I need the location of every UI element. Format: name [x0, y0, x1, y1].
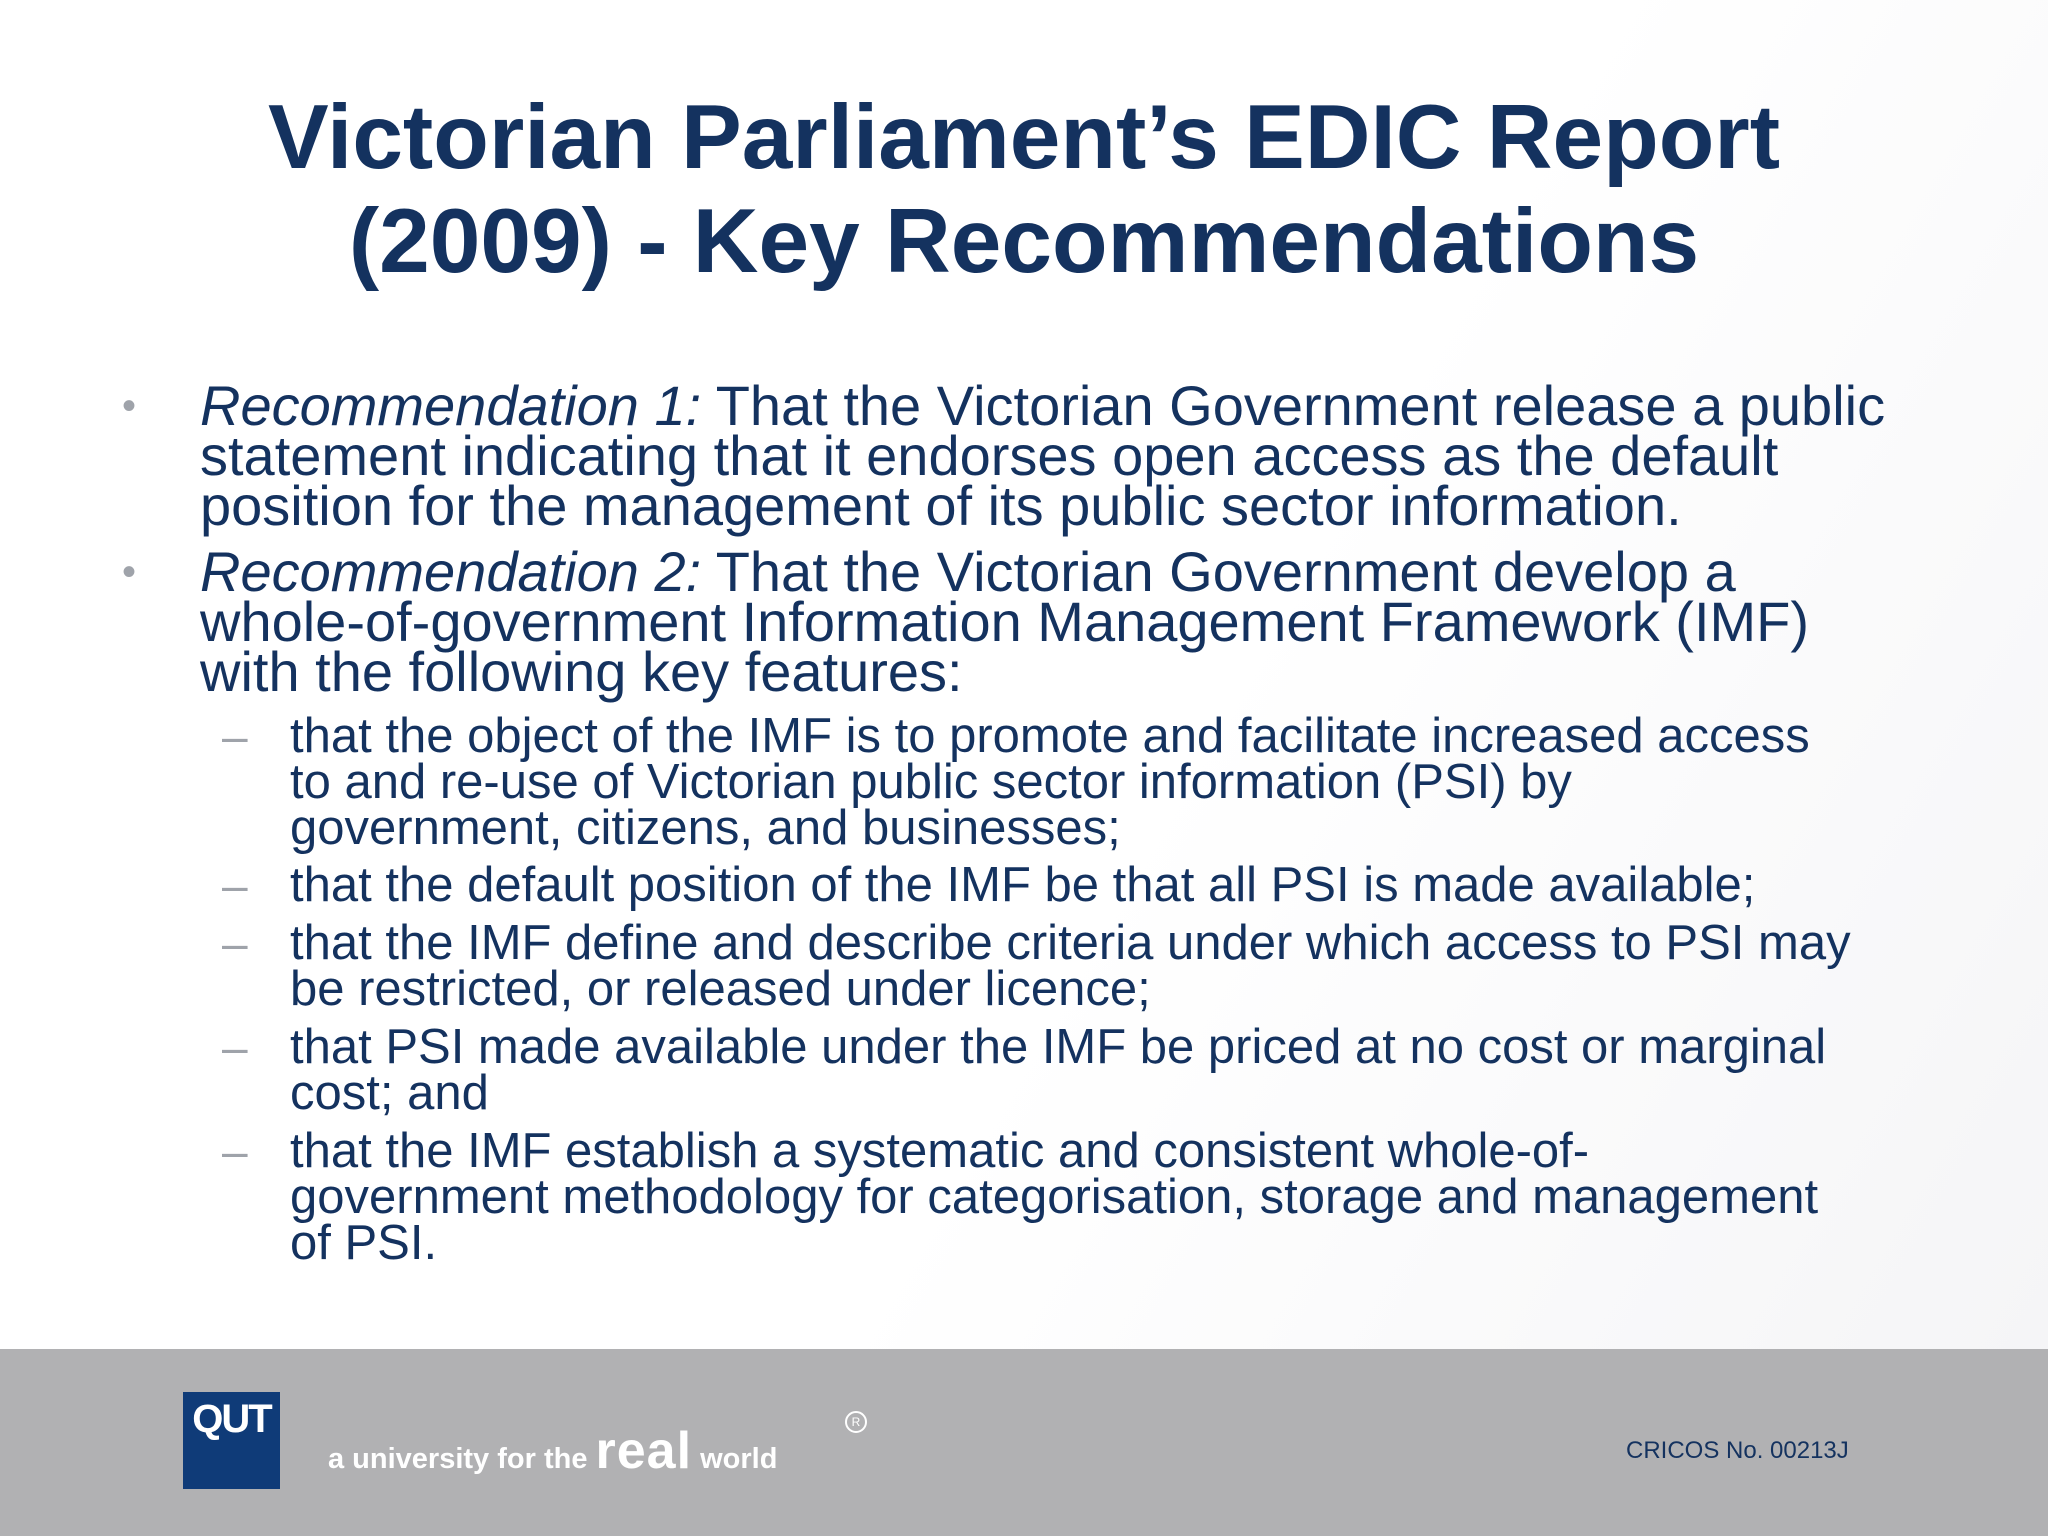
sub-bullet-line: that PSI made available under the IMF be priced at no cost or marginal	[290, 1020, 1827, 1074]
dash-marker: –	[222, 1125, 248, 1177]
footer-bar	[0, 1349, 2048, 1536]
bullet-line: position for the management of its public sector information.	[200, 474, 1682, 537]
sub-bullet-line: government methodology for categorisation, storage and management	[290, 1170, 1819, 1224]
dash-marker: –	[222, 1021, 248, 1073]
recommendation-label: Recommendation 2:	[200, 540, 702, 603]
sub-bullet-line: that the object of the IMF is to promote and facilitate increased access	[290, 709, 1810, 763]
registered-icon: R	[845, 1411, 867, 1433]
dash-marker: –	[222, 859, 248, 911]
tagline-part-1: a university for the	[328, 1443, 596, 1475]
qut-logo	[183, 1392, 280, 1489]
sub-bullet-line: that the IMF establish a systematic and consistent whole-of-	[290, 1124, 1590, 1178]
bullet-marker: •	[122, 384, 137, 428]
tagline	[328, 1421, 777, 1481]
sub-bullet-line: be restricted, or released under licence;	[290, 962, 1151, 1016]
bullet-line: with the following key features:	[200, 640, 963, 703]
title-line-1: Victorian Parliament’s EDIC Report	[267, 87, 1781, 188]
bullet-line: Recommendation 2: That the Victorian Government develop a	[200, 540, 1736, 603]
dash-marker: –	[222, 710, 248, 762]
slide-title	[0, 86, 2048, 294]
dash-marker: –	[222, 917, 248, 969]
tagline-part-2: world	[692, 1443, 778, 1475]
sub-bullet-line: that the default position of the IMF be that all PSI is made available;	[290, 858, 1756, 912]
cricos-number: CRICOS No. 00213J	[1626, 1437, 1849, 1464]
sub-bullet-line: cost; and	[290, 1066, 489, 1120]
recommendation-label: Recommendation 1:	[200, 374, 702, 437]
qut-logo-text: QUT	[192, 1397, 271, 1441]
bullet-line: whole-of-government Information Management Framework (IMF)	[200, 590, 1810, 653]
sub-bullet-line: that the IMF define and describe criteria under which access to PSI may	[290, 916, 1851, 970]
title-line-2: (2009) - Key Recommendations	[348, 191, 1700, 292]
tagline-real: real	[595, 1422, 693, 1480]
sub-bullet-line: government, citizens, and businesses;	[290, 801, 1121, 855]
bullet-line: Recommendation 1: That the Victorian Government release a public	[200, 374, 1886, 437]
bullet-marker: •	[122, 550, 137, 594]
sub-bullet-line: to and re-use of Victorian public sector information (PSI) by	[290, 755, 1572, 809]
sub-bullet-line: of PSI.	[290, 1216, 438, 1270]
bullet-line: statement indicating that it endorses open access as the default	[200, 424, 1779, 487]
